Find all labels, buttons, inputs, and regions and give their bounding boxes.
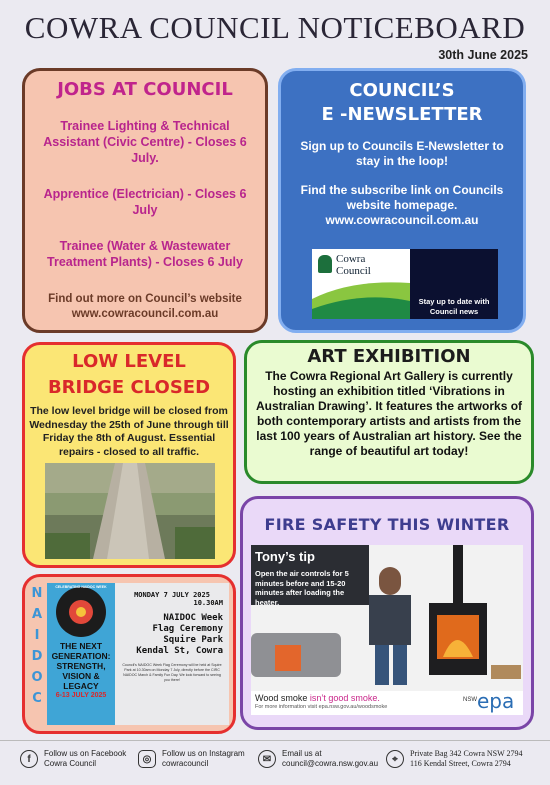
art-exhibition-text: The Cowra Regional Art Gallery is currently hosting an exhibition titled ‘Vibrations in Australian Drawing’. It features the artworks of both contemporary artists and artists from the last 100 years of Australian art history. See the range of beautiful art today!: [255, 369, 523, 458]
newsletter-website-link[interactable]: www.cowracouncil.com.au: [325, 213, 479, 227]
theme-line: LEGACY: [63, 681, 99, 691]
newsletter-banner-text: Stay up to date with Council news: [410, 249, 498, 319]
art-exhibition-panel: [244, 340, 534, 484]
instagram-icon: ◎: [138, 750, 156, 768]
instagram-contact[interactable]: [138, 749, 245, 769]
bridge-heading-line1: LOW LEVEL: [72, 351, 186, 372]
theme-line: STRENGTH,: [56, 661, 106, 671]
newsletter-find-text: Find the subscribe link on Councils website homepage.: [300, 183, 504, 212]
naidoc-theme: [47, 641, 115, 701]
address-line2: 116 Kendal Street, Cowra 2794: [410, 759, 511, 768]
green-hills-graphic: [312, 249, 410, 319]
naidoc-letter: O: [31, 670, 43, 685]
event-name-line: NAIDOC Week: [163, 613, 223, 623]
facebook-contact[interactable]: [20, 749, 126, 769]
facebook-line2: Cowra Council: [44, 759, 97, 768]
theme-line: VISION &: [62, 671, 100, 681]
instagram-text: [162, 749, 245, 769]
logo-line2: Council: [336, 265, 371, 277]
address-contact: [386, 749, 523, 769]
jobs-more-text: Find out more on Council’s website: [48, 293, 242, 305]
bridge-photo: [45, 463, 215, 559]
bridge-heading: [25, 349, 233, 401]
advert-footer: [251, 691, 523, 715]
naidoc-letter: N: [31, 586, 43, 601]
email-text: [282, 749, 378, 769]
noticeboard-date: 30th June 2025: [438, 48, 528, 62]
fire-heading: FIRE SAFETY THIS WINTER: [264, 515, 510, 534]
theme-dates: 6-13 JULY 2025: [55, 692, 107, 699]
facebook-line1: Follow us on Facebook: [44, 749, 127, 758]
epa-logo: epa: [477, 689, 515, 713]
instagram-line1: Follow us on Instagram: [162, 749, 245, 758]
theme-line: THE NEXT: [59, 641, 103, 651]
event-date: MONDAY 7 JULY 2025: [134, 591, 210, 599]
newsletter-panel: [278, 68, 526, 333]
email-line1: Email us at: [282, 749, 322, 758]
newsletter-signup-text: Sign up to Councils E-Newsletter to stay in the loop!: [300, 139, 504, 168]
email-line2: council@cowra.nsw.gov.au: [282, 759, 379, 768]
naidoc-theme-panel: [47, 583, 115, 725]
naidoc-badge-text: CELEBRATING NAIDOC WEEK: [55, 585, 107, 589]
wood-smoke-emphasis: isn’t good smoke.: [309, 693, 380, 703]
facebook-icon: f: [20, 750, 38, 768]
jobs-more-info: [25, 292, 265, 322]
bridge-closure-panel: [22, 342, 236, 568]
bridge-illustration: [45, 463, 215, 559]
epa-more-info: For more information visit epa.nsw.gov.au/woodsmoke: [255, 704, 388, 710]
instagram-line2: cowracouncil: [162, 759, 209, 768]
email-icon: ✉: [258, 750, 276, 768]
naidoc-badge-graphic: [47, 583, 115, 641]
naidoc-panel: [22, 574, 236, 734]
naidoc-vertical-label: [29, 583, 45, 709]
naidoc-letter: A: [31, 607, 43, 622]
contact-footer: [0, 740, 550, 785]
address-line1: Private Bag 342 Cowra NSW 2794: [410, 749, 523, 758]
jobs-panel: [22, 68, 268, 333]
naidoc-event-panel: [115, 583, 229, 725]
art-heading: ART EXHIBITION: [307, 346, 471, 367]
naidoc-letter: D: [31, 649, 43, 664]
jobs-heading: JOBS AT COUNCIL: [57, 79, 233, 100]
naidoc-letter: C: [32, 691, 42, 706]
logo-line1: Cowra: [336, 253, 366, 265]
job-item: Trainee Lighting & Technical Assistant (Civic Centre) - Closes 6 July.: [43, 119, 247, 165]
tip-text: Open the air controls for 5 minutes before and 15-20 minutes after loading the heater.: [255, 569, 349, 607]
wood-smoke-text: Wood smoke: [255, 693, 310, 703]
newsletter-heading: [281, 79, 523, 127]
page-title: COWRA COUNCIL NOTICEBOARD: [24, 10, 526, 45]
event-details: [115, 613, 229, 657]
theme-line: GENERATION:: [51, 651, 111, 661]
naidoc-letter: I: [34, 628, 40, 643]
address-text: [410, 749, 523, 769]
newsletter-banner: [312, 249, 498, 319]
event-name-line: Flag Ceremony: [152, 624, 223, 634]
event-place-line: Kendal St, Cowra: [136, 646, 223, 656]
tip-title: Tony’s tip: [255, 549, 315, 564]
job-item: Trainee (Water & Wastewater Treatment Plants) - Closes 6 July: [47, 239, 243, 269]
location-pin-icon: ⌖: [386, 750, 404, 768]
bridge-closure-text: The low level bridge will be closed from Wednesday the 25th of June through till Friday the 8th of August. Essential repairs - closed to all traffic.: [29, 405, 229, 458]
job-item: Apprentice (Electrician) - Closes 6 July: [43, 187, 247, 217]
email-contact[interactable]: [258, 749, 378, 769]
jobs-website-link[interactable]: www.cowracouncil.com.au: [71, 308, 219, 320]
event-place-line: Squire Park: [163, 635, 223, 645]
event-time: 10.30AM: [193, 599, 223, 607]
naidoc-poster: [47, 583, 229, 725]
newsletter-heading-line1: COUNCIL’S: [349, 80, 455, 101]
event-fine-print: Council’s NAIDOC Week Flag Ceremony will be held at Squire Park at 10.30am on Monday 7 July, directly before the CIRC NAIDOC March & Family Fun Day. We look forward to seeing you there!: [122, 663, 222, 682]
facebook-text: [44, 749, 126, 769]
wood-heater-advert: [251, 545, 523, 715]
bridge-heading-line2: BRIDGE CLOSED: [47, 377, 211, 398]
wood-smoke-line: [255, 693, 380, 703]
nsw-label: NSW: [463, 697, 477, 703]
cowra-council-logo-panel: [312, 249, 410, 319]
fire-safety-panel: [240, 496, 534, 730]
newsletter-heading-line2: E -NEWSLETTER: [321, 104, 483, 125]
